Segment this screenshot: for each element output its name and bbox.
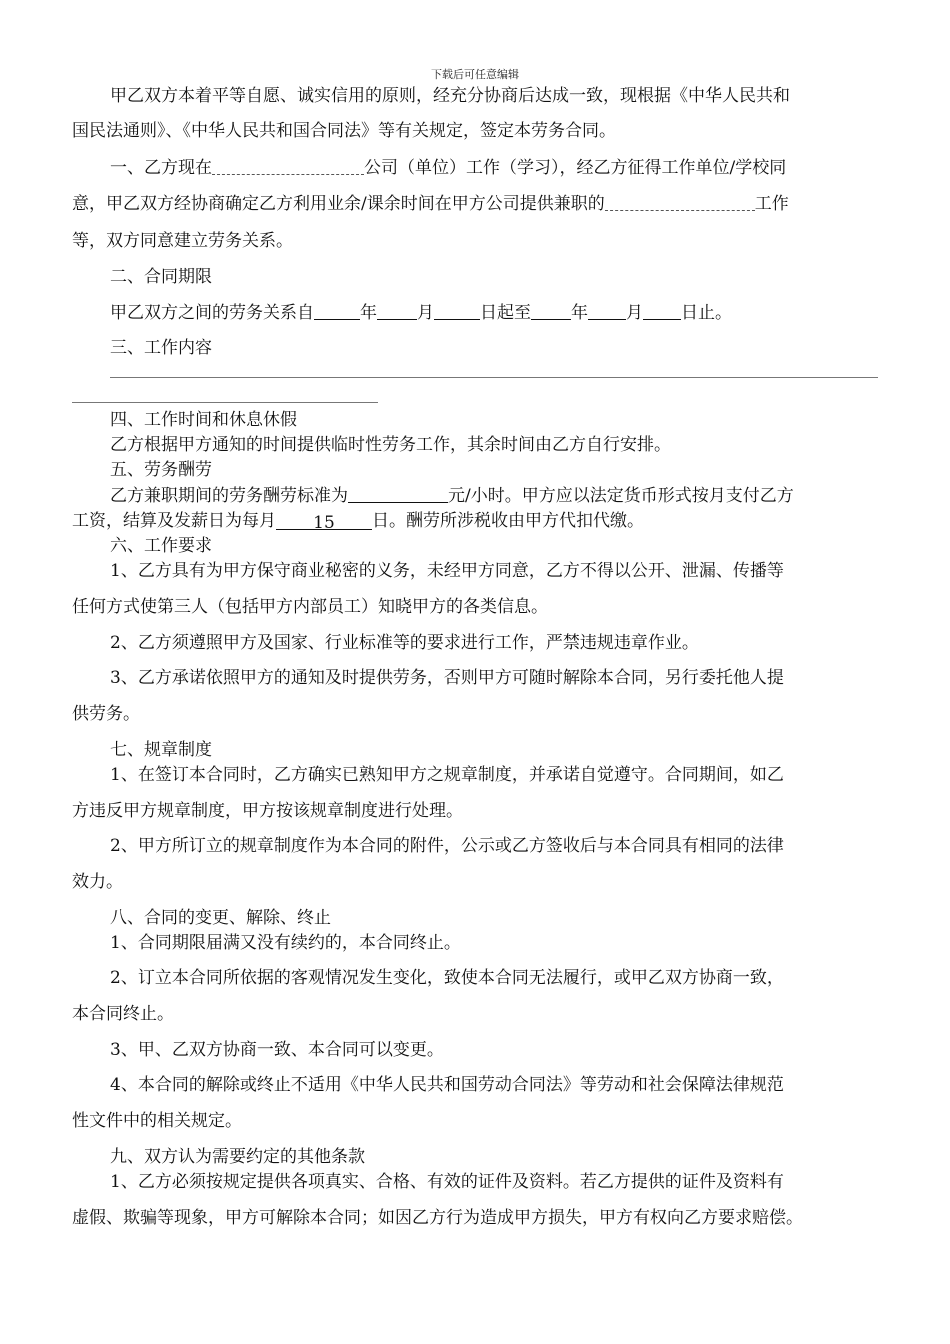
clause9-item1-line2: 虚假、欺骗等现象，甲方可解除本合同；如因乙方行为造成甲方损失，甲方有权向乙方要求赔偿。	[72, 1208, 803, 1228]
clause1-text-b: 公司（单位）工作（学习），经乙方征得工作单位/学校同	[364, 158, 787, 178]
work-content-line-2	[72, 402, 378, 403]
clause2-heading: 二、合同期限	[110, 267, 212, 287]
company-blank	[212, 156, 364, 175]
clause2-period-line	[110, 301, 878, 325]
clause8-item4-line1: 4、本合同的解除或终止不适用《中华人民共和国劳动合同法》等劳动和社会保障法律规范	[110, 1075, 784, 1095]
clause7-item1-line1: 1、在签订本合同时，乙方确实已熟知甲方之规章制度，并承诺自觉遵守。合同期间，如乙	[110, 765, 784, 785]
clause1-text-a: 一、乙方现在	[110, 158, 212, 178]
clause7-item1-line2: 方违反甲方规章制度，甲方按该规章制度进行处理。	[72, 801, 463, 821]
clause8-heading: 八、合同的变更、解除、终止	[110, 908, 331, 928]
year-label: 年	[360, 303, 377, 323]
clause3-heading: 三、工作内容	[110, 338, 212, 358]
intro-line-2: 国民法通则》、《中华人民共和国合同法》等有关规定，签定本劳务合同。	[72, 121, 616, 141]
clause1-text-2b: 工作	[754, 194, 789, 214]
clause1-text-2a: 意，甲乙双方经协商确定乙方利用业余/课余时间在甲方公司提供兼职的	[72, 194, 605, 214]
payday-value: 15	[276, 511, 372, 530]
clause6-item1-line1: 1、乙方具有为甲方保守商业秘密的义务，未经甲方同意，乙方不得以公开、泄漏、传播等	[110, 561, 784, 581]
start-year-blank	[314, 301, 360, 320]
clause4-text: 乙方根据甲方通知的时间提供临时性劳务工作，其余时间由乙方自行安排。	[110, 435, 671, 455]
month-label-2: 月	[626, 303, 643, 323]
day-label-2: 日止。	[681, 303, 732, 323]
clause7-item2-line1: 2、甲方所订立的规章制度作为本合同的附件，公示或乙方签收后与本合同具有相同的法律	[110, 836, 784, 856]
clause8-item3: 3、甲、乙双方协商一致、本合同可以变更。	[110, 1040, 444, 1060]
payday-text: 工资，结算及发薪日为每月	[72, 511, 276, 531]
clause6-item1-line2: 任何方式使第三人（包括甲方内部员工）知晓甲方的各类信息。	[72, 597, 548, 617]
clause7-heading: 七、规章制度	[110, 740, 212, 760]
end-year-blank	[531, 301, 571, 320]
period-text: 甲乙双方之间的劳务关系自	[110, 303, 314, 323]
rate-text-b: 元/小时。甲方应以法定货币形式按月支付乙方	[448, 486, 794, 506]
clause8-item1: 1、合同期限届满又没有续约的，本合同终止。	[110, 933, 461, 953]
clause8-item4-line2: 性文件中的相关规定。	[72, 1111, 242, 1131]
end-day-blank	[643, 301, 681, 320]
clause1-line-2	[72, 192, 878, 216]
clause9-item1-line1: 1、乙方必须按规定提供各项真实、合格、有效的证件及资料。若乙方提供的证件及资料有	[110, 1172, 784, 1192]
payday-text-b: 日。酬劳所涉税收由甲方代扣代缴。	[372, 511, 644, 531]
rate-text: 乙方兼职期间的劳务酬劳标准为	[110, 486, 348, 506]
clause5-line-1	[110, 484, 878, 508]
clause4-heading: 四、工作时间和休息休假	[110, 410, 297, 430]
clause9-heading: 九、双方认为需要约定的其他条款	[110, 1147, 365, 1167]
clause6-item2: 2、乙方须遵照甲方及国家、行业标准等的要求进行工作，严禁违规违章作业。	[110, 633, 699, 653]
end-month-blank	[588, 301, 626, 320]
clause6-heading: 六、工作要求	[110, 536, 212, 556]
work-content-line-1	[110, 377, 878, 378]
clause6-item3-line2: 供劳务。	[72, 704, 140, 724]
clause5-line-2	[72, 509, 878, 533]
start-day-blank	[434, 301, 480, 320]
clause8-item2-line2: 本合同终止。	[72, 1004, 174, 1024]
start-month-blank	[377, 301, 417, 320]
job-blank	[605, 192, 755, 211]
month-label: 月	[417, 303, 434, 323]
day-label: 日起至	[480, 303, 531, 323]
clause5-heading: 五、劳务酬劳	[110, 460, 212, 480]
page-header-note: 下载后可任意编辑	[431, 68, 519, 81]
clause1-line-1	[110, 156, 878, 180]
year-label-2: 年	[571, 303, 588, 323]
hourly-rate-blank	[348, 484, 448, 503]
clause1-line-3: 等，双方同意建立劳务关系。	[72, 231, 293, 251]
clause6-item3-line1: 3、乙方承诺依照甲方的通知及时提供劳务，否则甲方可随时解除本合同，另行委托他人提	[110, 668, 784, 688]
intro-line-1: 甲乙双方本着平等自愿、诚实信用的原则，经充分协商后达成一致，现根据《中华人民共和	[110, 86, 790, 106]
clause7-item2-line2: 效力。	[72, 872, 123, 892]
clause8-item2-line1: 2、订立本合同所依据的客观情况发生变化，致使本合同无法履行，或甲乙双方协商一致，	[110, 968, 784, 988]
